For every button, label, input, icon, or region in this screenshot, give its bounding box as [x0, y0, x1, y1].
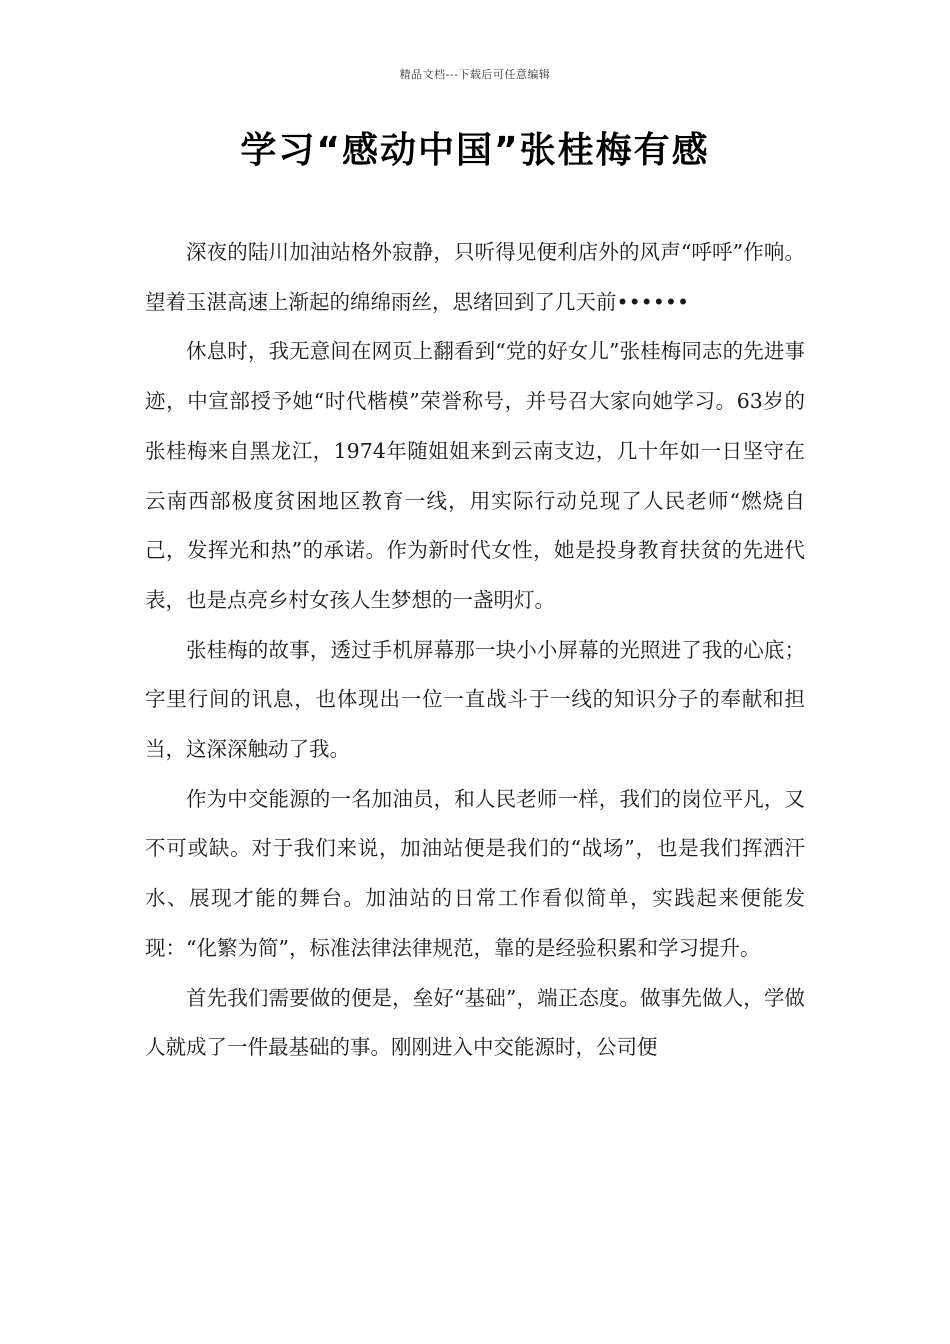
paragraph: 张桂梅的故事，透过手机屏幕那一块小小屏幕的光照进了我的心底；字里行间的讯息，也体现出一位一直战斗于一线的知识分子的奉献和担当，这深深触动了我。 [145, 637, 805, 762]
paragraph: 深夜的陆川加油站格外寂静，只听得见便利店外的风声“呼呼”作响。望着玉湛高速上渐起的绵绵雨丝，思绪回到了几天前•••••• [145, 240, 805, 314]
paragraph: 作为中交能源的一名加油员，和人民老师一样，我们的岗位平凡，又不可或缺。对于我们来说，加油站便是我们的“战场”，也是我们挥洒汗水、展现才能的舞台。加油站的日常工作看似简单，实践起来便能发现：“化繁为简”，标准法律法律规范，靠的是经验积累和学习提升。 [145, 786, 805, 960]
header-note: 精品文档---下载后可任意编辑 [399, 68, 551, 81]
paragraph: 首先我们需要做的便是，垒好“基础”，端正态度。做事先做人，学做人就成了一件最基础的事。刚刚进入中交能源时，公司便 [145, 985, 805, 1060]
paragraph: 休息时，我无意间在网页上翻看到“党的好女儿”张桂梅同志的先进事迹，中宣部授予她“时代楷模”荣誉称号，并号召大家向她学习。63岁的张桂梅来自黑龙江，1974年随姐姐来到云南支边，几十年如一日坚守在云南西部极度贫困地区教育一线，用实际行动兑现了人民老师“燃烧自己，发挥光和热”的承诺。作为新时代女性，她是投身教育扶贫的先进代表，也是点亮乡村女孩人生梦想的一盏明灯。 [145, 339, 805, 612]
document-body [145, 228, 805, 1073]
page-title: 学习“感动中国”张桂梅有感 [240, 130, 710, 171]
